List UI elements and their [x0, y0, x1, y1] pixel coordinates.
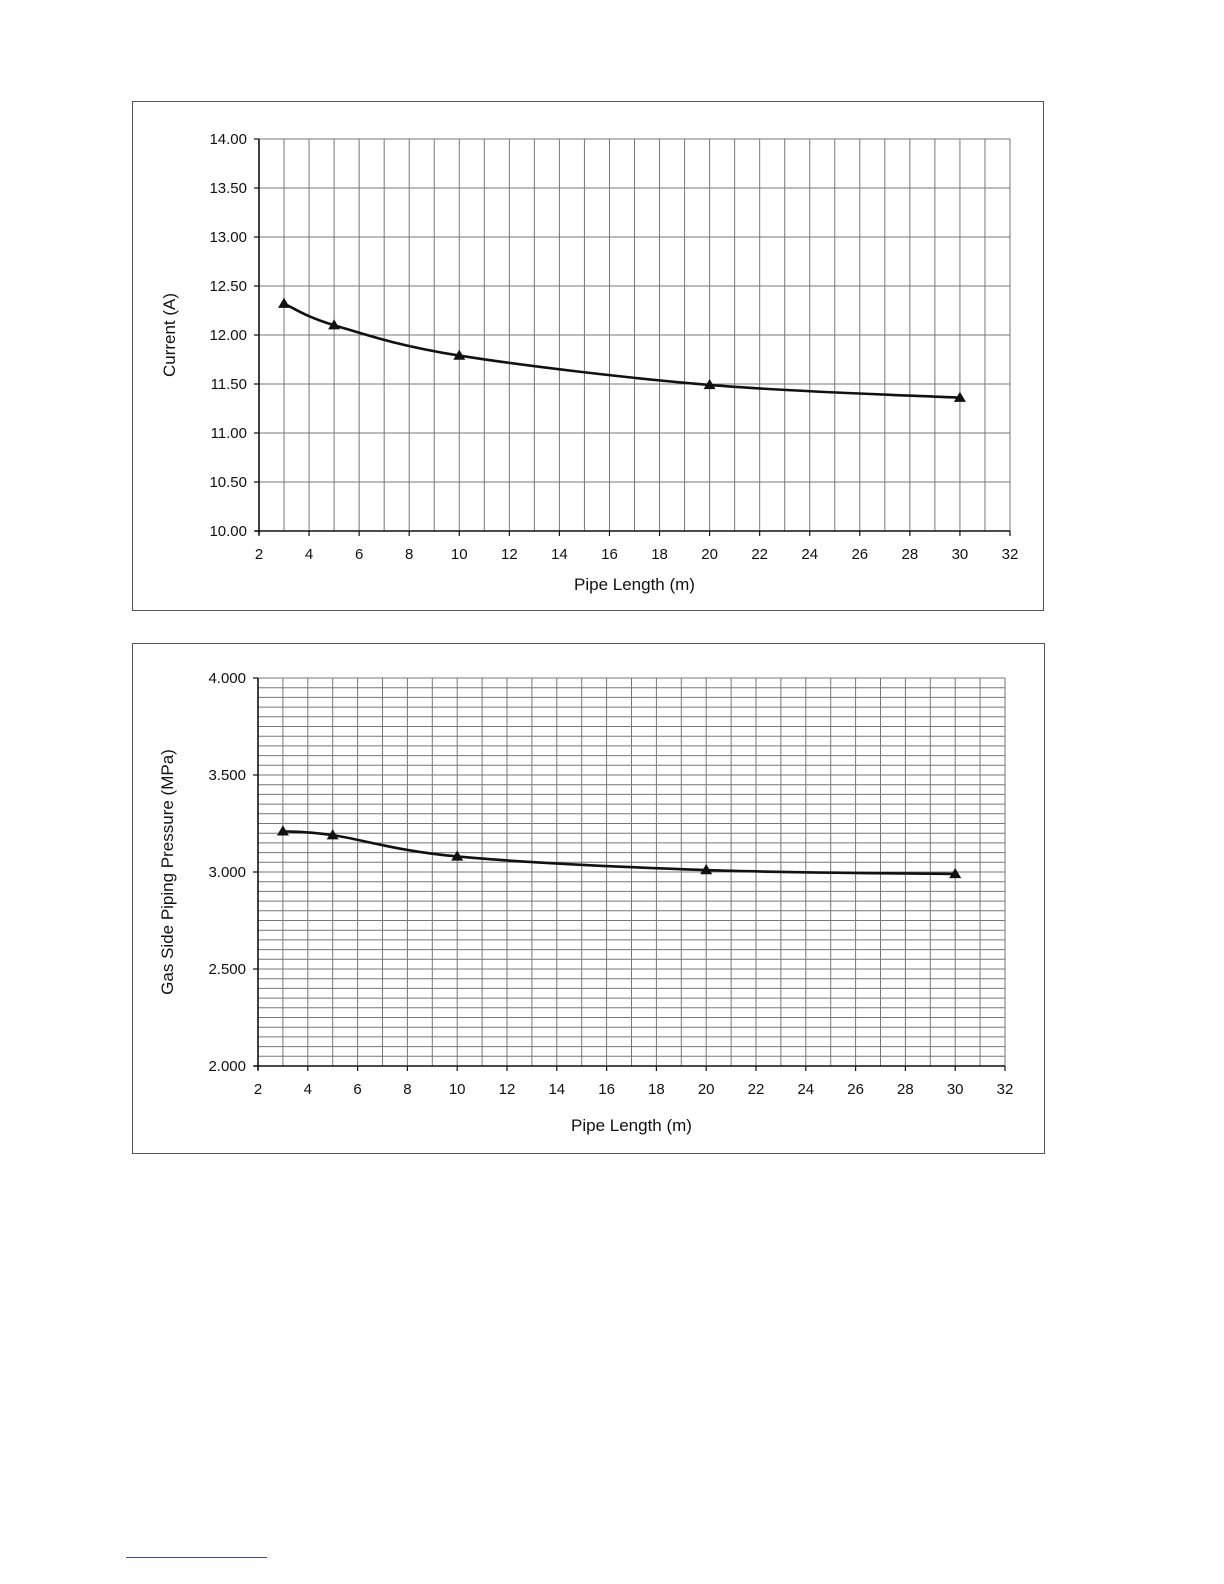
chart2-grid	[258, 678, 1005, 1066]
chart2-y-tick-label: 4.000	[208, 670, 246, 687]
chart1-y-tick-label: 10.00	[209, 523, 247, 540]
chart1-y-tick-label: 14.00	[209, 131, 247, 148]
chart2-x-tick-label: 14	[548, 1081, 566, 1098]
chart1-x-axis-label: Pipe Length (m)	[574, 575, 695, 594]
chart2-y-tick-label: 2.500	[208, 961, 246, 978]
chart1-x-tick-label: 18	[651, 546, 668, 563]
chart2-x-tick-label: 26	[847, 1081, 864, 1098]
chart1-y-tick-label: 12.50	[209, 278, 247, 295]
chart1-x-tick-label: 6	[354, 546, 364, 563]
current-chart-svg	[133, 102, 1043, 610]
chart1-x-tick-label: 16	[601, 546, 618, 563]
chart1-x-tick-label: 26	[851, 546, 869, 563]
chart2-x-axis-label: Pipe Length (m)	[571, 1116, 692, 1135]
footer-divider	[126, 1557, 267, 1558]
chart1-y-axis-label: Current (A)	[160, 292, 179, 378]
chart1-x-tick-label: 20	[701, 546, 718, 563]
chart2-x-tick-label: 12	[498, 1081, 516, 1098]
chart1-y-tick-label: 13.00	[209, 229, 247, 246]
pressure-chart	[132, 643, 1045, 1154]
chart1-y-tick-label: 10.50	[209, 474, 247, 491]
chart1-x-tick-label: 8	[405, 546, 414, 563]
chart1-x-tick-label: 2	[254, 546, 264, 563]
chart1-x-tick-label: 24	[801, 546, 819, 563]
chart2-x-tick-label: 32	[996, 1081, 1014, 1098]
chart1-x-tick-label: 14	[551, 546, 568, 563]
chart1-x-tick-label: 22	[751, 546, 769, 563]
chart2-y-tick-label: 3.000	[208, 864, 246, 881]
chart1-y-tick-label: 13.50	[209, 180, 247, 197]
chart2-x-tick-label: 8	[403, 1081, 412, 1098]
chart2-y-tick-label: 3.500	[208, 767, 246, 784]
chart2-x-tick-label: 4	[303, 1081, 312, 1098]
chart1-y-tick-label: 12.00	[209, 327, 247, 344]
current-chart	[132, 101, 1044, 611]
pressure-chart-svg	[133, 644, 1044, 1153]
chart2-y-tick-label: 2.000	[208, 1058, 246, 1075]
chart1-x-tick-label: 30	[951, 546, 969, 563]
chart1-y-tick-label: 11.50	[210, 376, 247, 393]
chart1-x-tick-label: 10	[450, 546, 468, 563]
chart1-data-point	[278, 298, 290, 308]
chart1-grid	[259, 139, 1010, 531]
chart1-x-tick-label: 12	[500, 546, 518, 563]
chart2-x-tick-label: 10	[448, 1081, 466, 1098]
chart2-x-tick-label: 6	[353, 1081, 362, 1098]
chart2-x-tick-label: 2	[253, 1081, 263, 1098]
chart2-x-tick-label: 30	[946, 1081, 964, 1098]
chart1-x-tick-label: 32	[1001, 546, 1019, 563]
chart2-x-tick-label: 16	[598, 1081, 615, 1098]
chart1-x-tick-label: 28	[901, 546, 919, 563]
chart1-x-tick-label: 4	[304, 546, 314, 563]
chart2-x-tick-label: 18	[648, 1081, 665, 1098]
chart2-x-tick-label: 20	[697, 1081, 715, 1098]
chart2-x-tick-label: 24	[797, 1081, 815, 1098]
chart2-x-tick-label: 28	[897, 1081, 914, 1098]
chart2-x-tick-label: 22	[747, 1081, 765, 1098]
chart2-y-axis-label: Gas Side Piping Pressure (MPa)	[158, 749, 177, 995]
chart1-y-tick-label: 11.00	[210, 425, 247, 442]
